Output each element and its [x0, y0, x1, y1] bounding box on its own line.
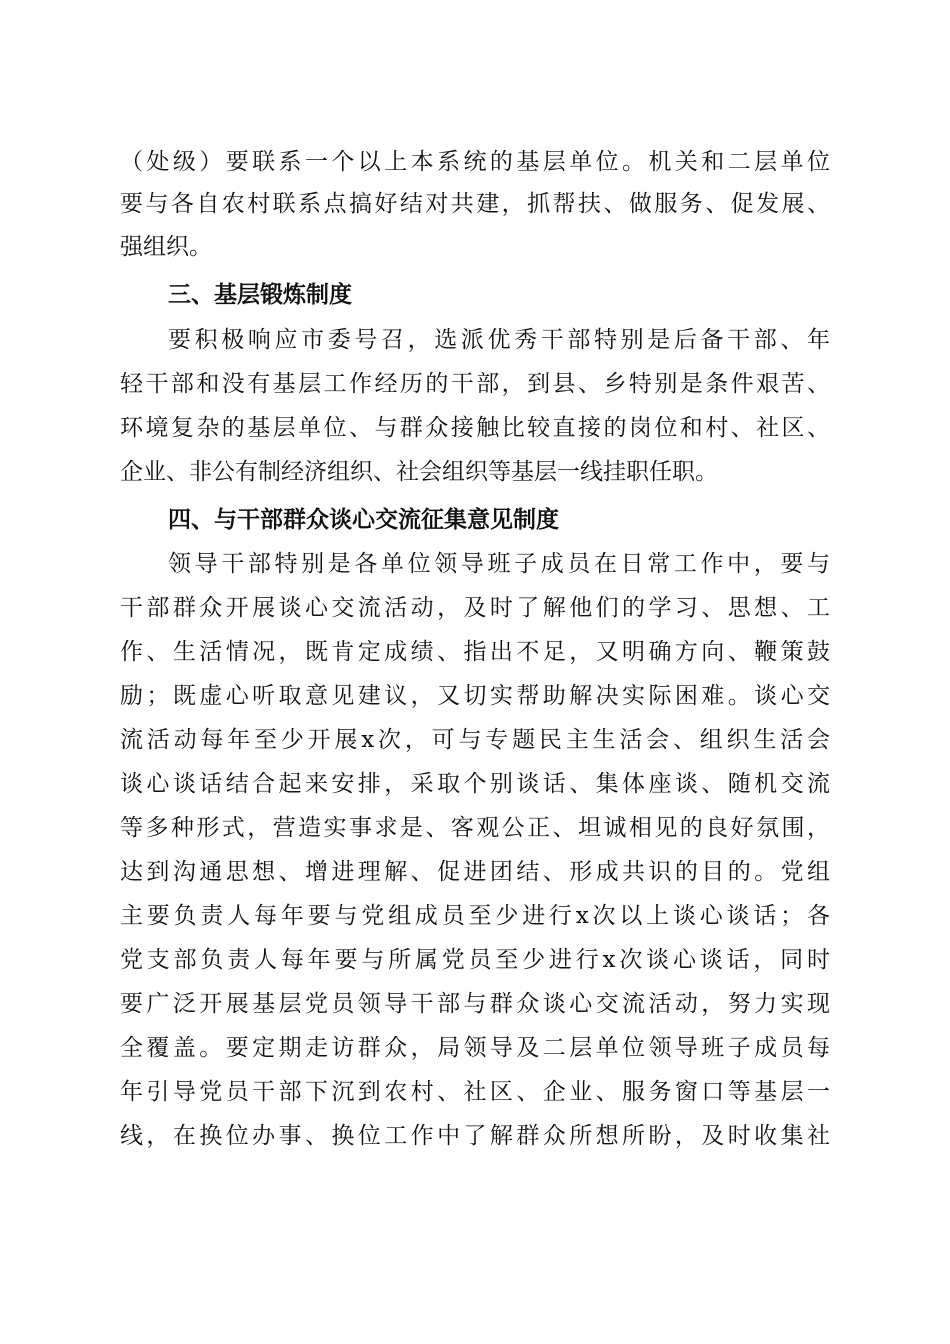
paragraph-line: 干部群众开展谈心交流活动，及时了解他们的学习、思想、工 — [120, 595, 830, 621]
paragraph-line: 作、生活情况，既肯定成绩、指出不足，又明确方向、鞭策鼓 — [120, 639, 830, 665]
paragraph-line: （处级）要联系一个以上本系统的基层单位。机关和二层单位 — [120, 149, 830, 175]
paragraph-line: 达到沟通思想、增进理解、促进团结、形成共识的目的。党组 — [120, 859, 830, 885]
paragraph-line: 要与各自农村联系点搞好结对共建，抓帮扶、做服务、促发展、 — [120, 191, 830, 217]
paragraph-line: 线，在换位办事、换位工作中了解群众所想所盼，及时收集社 — [120, 1123, 830, 1149]
paragraph-line: 企业、非公有制经济组织、社会组织等基层一线挂职任职。 — [120, 459, 718, 485]
section-heading-3: 三、基层锻炼制度 — [168, 282, 352, 308]
paragraph-line: 励；既虚心听取意见建议，又切实帮助解决实际困难。谈心交 — [120, 683, 830, 709]
paragraph-line: 等多种形式，营造实事求是、客观公正、坦诚相见的良好氛围， — [120, 815, 830, 841]
paragraph-line: 党支部负责人每年要与所属党员至少进行x次谈心谈话，同时 — [120, 947, 830, 973]
paragraph-line: 环境复杂的基层单位、与群众接触比较直接的岗位和村、社区、 — [120, 415, 830, 441]
paragraph-line: 流活动每年至少开展x次，可与专题民主生活会、组织生活会 — [120, 727, 830, 753]
paragraph-line: 全覆盖。要定期走访群众，局领导及二层单位领导班子成员每 — [120, 1035, 830, 1061]
paragraph-line: 要广泛开展基层党员领导干部与群众谈心交流活动，努力实现 — [120, 991, 830, 1017]
paragraph-line: 要积极响应市委号召，选派优秀干部特别是后备干部、年 — [168, 327, 830, 353]
paragraph-line: 谈心谈话结合起来安排，采取个别谈话、集体座谈、随机交流 — [120, 771, 830, 797]
paragraph-line: 年引导党员干部下沉到农村、社区、企业、服务窗口等基层一 — [120, 1079, 830, 1105]
paragraph-line: 主要负责人每年要与党组成员至少进行x次以上谈心谈话；各 — [120, 903, 830, 929]
paragraph-line: 领导干部特别是各单位领导班子成员在日常工作中，要与 — [168, 551, 830, 577]
paragraph-line: 轻干部和没有基层工作经历的干部，到县、乡特别是条件艰苦、 — [120, 371, 830, 397]
section-heading-4: 四、与干部群众谈心交流征集意见制度 — [168, 507, 559, 533]
paragraph-line: 强组织。 — [120, 234, 212, 260]
